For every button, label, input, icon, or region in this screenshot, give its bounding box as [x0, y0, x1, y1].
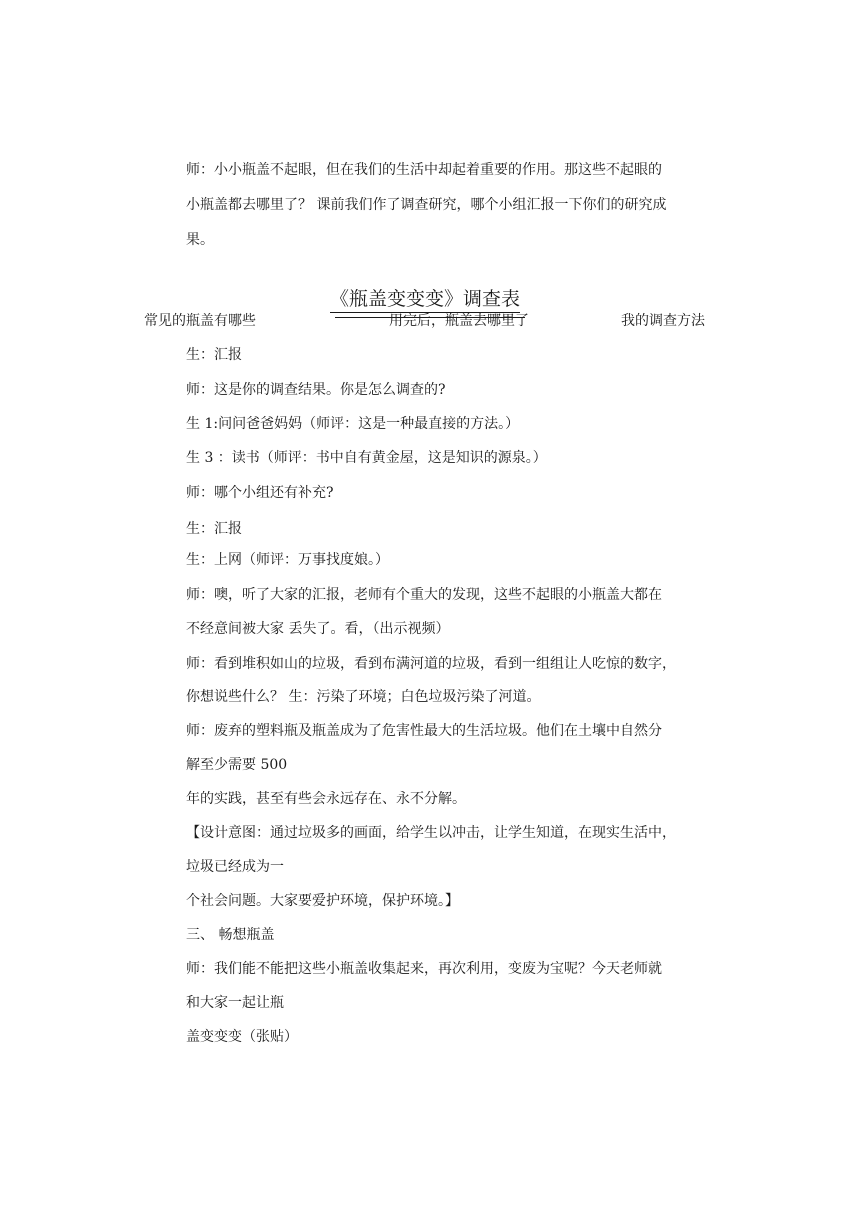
body-line-10: 师：看到堆积如山的垃圾，看到布满河道的垃圾，看到一组组让人吃惊的数字， [186, 656, 676, 672]
body-line-12: 师：废弃的塑料瓶及瓶盖成为了危害性最大的生活垃圾。他们在土壤中自然分 [186, 723, 662, 739]
body-line-4: 生 3 ：读书（师评：书中自有黄金屋，这是知识的源泉。） [186, 450, 547, 466]
design-intent-line-2: 垃圾已经成为一 [186, 859, 284, 875]
body-line-5: 师：哪个小组还有补充? [186, 485, 334, 501]
design-intent-line-3: 个社会问题。大家要爱护环境，保护环境。】 [186, 893, 459, 909]
body-line-14: 年的实践，甚至有些会永远存在、永不分解。 [186, 791, 466, 807]
body-line-9: 不经意间被大家 丢失了。看，（出示视频） [186, 621, 450, 637]
body-line-8: 师：噢，听了大家的汇报，老师有个重大的发现，这些不起眼的小瓶盖大都在 [186, 587, 662, 603]
body-line-21: 盖变变变（张贴） [186, 1029, 298, 1045]
survey-column-method: 我的调查方法 [621, 313, 705, 329]
design-intent-line-1: 【设计意图：通过垃圾多的画面，给学生以冲击，让学生知道，在现实生活中， [186, 825, 676, 841]
body-line-13: 解至少需要 500 [186, 757, 288, 773]
survey-column-where-caps-go: 用完后，瓶盖去哪里了 [389, 313, 529, 329]
body-line-7: 生：上网（师评：万事找度娘。） [186, 552, 389, 568]
body-line-2: 师：这是你的调查结果。你是怎么调查的? [186, 382, 446, 398]
body-line-11: 你想说些什么？ 生：污染了环境；白色垃圾污染了河道。 [186, 689, 541, 705]
survey-table-title: 《瓶盖变变变》调查表 [330, 287, 520, 313]
intro-line-2: 小瓶盖都去哪里了？ 课前我们作了调查研究，哪个小组汇报一下你们的研究成 [186, 197, 667, 213]
body-line-20: 和大家一起让瓶 [186, 995, 284, 1011]
intro-line-1: 师：小小瓶盖不起眼，但在我们的生活中却起着重要的作用。那这些不起眼的 [186, 162, 662, 178]
survey-column-common-caps: 常见的瓶盖有哪些 [144, 313, 256, 329]
intro-line-3: 果。 [186, 232, 214, 248]
body-line-1: 生：汇报 [186, 347, 242, 363]
body-line-19: 师：我们能不能把这些小瓶盖收集起来，再次利用，变废为宝呢？今天老师就 [186, 961, 662, 977]
section-heading: 三、 畅想瓶盖 [186, 927, 275, 943]
body-line-3: 生 1:问问爸爸妈妈（师评：这是一种最直接的方法。） [186, 416, 520, 432]
body-line-6: 生：汇报 [186, 521, 242, 537]
